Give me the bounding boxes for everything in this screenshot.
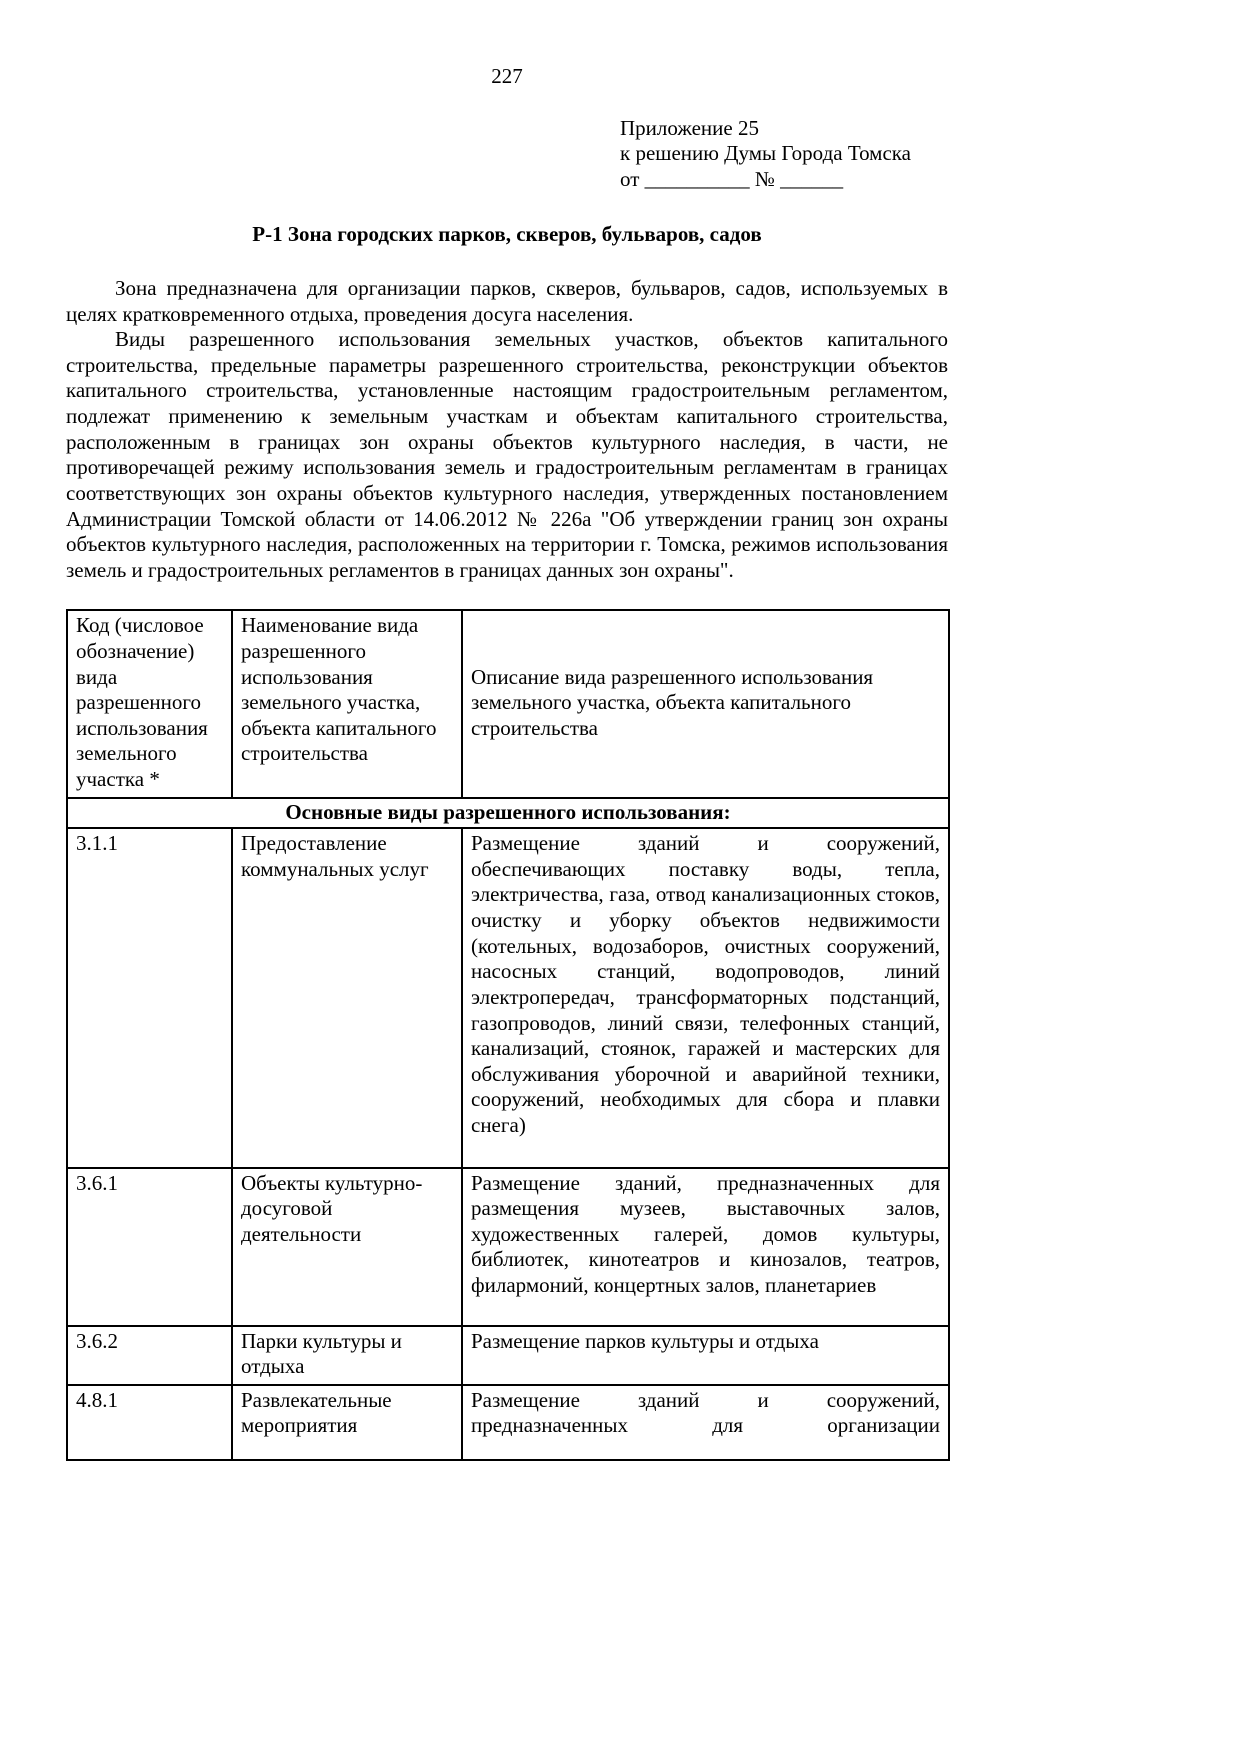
code-cell: 3.6.2 bbox=[67, 1326, 232, 1385]
description-cell: Размещение зданий и сооружений, обеспечивающих поставку воды, тепла, электричества, газа, отвод канализационных стоков, очистку и уборку объектов недвижимости (котельных, водозаборов, очистных сооружений, насосных станций, водопроводов, линий электропередач, трансформаторных подстанций, газопроводов, линий связи, телефонных станций, канализаций, стоянок, гаражей и мастерских для обслуживания уборочной и аварийной техники, сооружений, необходимых для сбора и плавки снега) bbox=[462, 828, 949, 1167]
appendix-block bbox=[620, 116, 948, 193]
code-cell: 3.6.1 bbox=[67, 1168, 232, 1326]
description-cell: Размещение парков культуры и отдыха bbox=[462, 1326, 949, 1385]
description-cell: Размещение зданий и сооружений, предназначенных для организации bbox=[462, 1385, 949, 1460]
name-cell: Развлекательные мероприятия bbox=[232, 1385, 462, 1460]
column-header-name: Наименование вида разрешенного использования земельного участка, объекта капитального строительства bbox=[232, 610, 462, 797]
appendix-line-3: от __________ № ______ bbox=[620, 166, 844, 191]
table-header-row bbox=[67, 610, 949, 797]
column-header-code: Код (числовое обозначение) вида разрешенного использования земельного участка * bbox=[67, 610, 232, 797]
code-cell: 3.1.1 bbox=[67, 828, 232, 1167]
appendix-line-1: Приложение 25 bbox=[620, 115, 759, 140]
name-cell: Парки культуры и отдыха bbox=[232, 1326, 462, 1385]
column-header-description: Описание вида разрешенного использования земельного участка, объекта капитального строительства bbox=[462, 610, 949, 797]
land-use-table bbox=[66, 609, 950, 1461]
appendix-line-2: к решению Думы Города Томска bbox=[620, 141, 911, 166]
table-row bbox=[67, 1168, 949, 1326]
paragraph-usage-regulations: Виды разрешенного использования земельных участков, объектов капитального строительства, предельные параметры разрешенного строительства, реконструкции объектов капитального строительства, установленные настоящим градостроительным регламентом, подлежат применению к земельным участкам и объектам капитального строительства, расположенным в границах зон охраны объектов культурного наследия, в части, не противоречащей режиму использования земель и градостроительным регламентам в границах соответствующих зон охраны объектов культурного наследия, утвержденных постановлением Администрации Томской области от 14.06.2012 № 226а "Об утверждении границ зон охраны объектов культурного наследия, расположенных на территории г. Томска, режимов использования земель и градостроительных регламентов в границах данных зон охраны". bbox=[66, 327, 948, 582]
table-row bbox=[67, 828, 949, 1167]
document-title: Р-1 Зона городских парков, скверов, бульваров, садов bbox=[252, 222, 762, 247]
table-row bbox=[67, 1326, 949, 1385]
name-cell: Предоставление коммунальных услуг bbox=[232, 828, 462, 1167]
description-cell: Размещение зданий, предназначенных для размещения музеев, выставочных залов, художественных галерей, домов культуры, библиотек, кинотеатров и кинозалов, театров, филармоний, концертных залов, планетариев bbox=[462, 1168, 949, 1326]
table-section-row bbox=[67, 798, 949, 829]
table-section-title: Основные виды разрешенного использования: bbox=[67, 798, 949, 829]
page-number: 227 bbox=[491, 64, 523, 88]
name-cell: Объекты культурно-досуговой деятельности bbox=[232, 1168, 462, 1326]
table-row bbox=[67, 1385, 949, 1460]
code-cell: 4.8.1 bbox=[67, 1385, 232, 1460]
paragraph-zone-purpose: Зона предназначена для организации парков, скверов, бульваров, садов, используемых в целях кратковременного отдыха, проведения досуга населения. bbox=[66, 276, 948, 326]
